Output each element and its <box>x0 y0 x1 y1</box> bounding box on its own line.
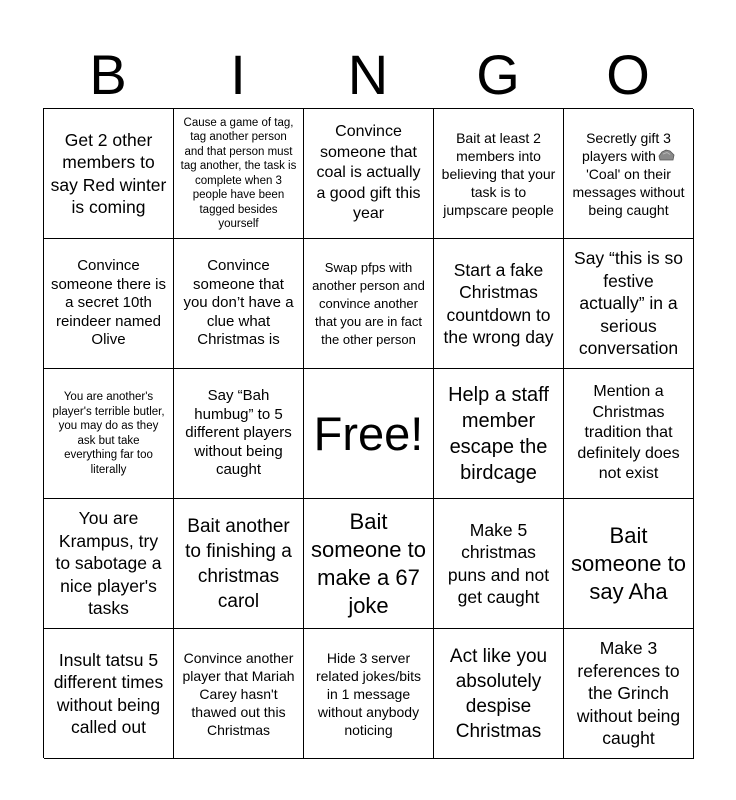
bingo-cell-g2[interactable] <box>434 239 564 369</box>
cell-text: Mention a Christmas tradition that definitely does not exist <box>577 383 680 483</box>
header-letter-g: G <box>476 43 520 106</box>
header-letter-o: O <box>606 43 650 106</box>
bingo-cell-b4[interactable] <box>44 499 174 629</box>
rock-icon <box>658 149 675 162</box>
cell-text: Make 3 references to the Grinch without being caught <box>576 638 681 749</box>
bingo-cell-o5[interactable] <box>564 629 694 759</box>
bingo-cell-g4[interactable] <box>434 499 564 629</box>
bingo-header <box>43 42 693 108</box>
header-letter-n: N <box>347 43 389 106</box>
bingo-cell-b3[interactable] <box>44 369 174 499</box>
cell-text: You are Krampus, try to sabotage a nice player's tasks <box>55 508 162 619</box>
bingo-cell-n5[interactable] <box>304 629 434 759</box>
cell-text: Say “Bah humbug” to 5 different players without being caught <box>185 387 292 479</box>
cell-text: Get 2 other members to say Red winter is coming <box>50 129 167 217</box>
header-letter-b: B <box>89 43 127 106</box>
bingo-cell-n4[interactable] <box>304 499 434 629</box>
bingo-grid <box>43 108 693 758</box>
cell-text: You are another's player's terrible butler, you may do as they ask but take everything far too literally <box>52 391 165 476</box>
cell-text: Convince someone that you don’t have a clue what Christmas is <box>183 257 294 349</box>
cell-text: Secretly gift 3 players with <box>582 129 671 164</box>
bingo-cell-i4[interactable] <box>174 499 304 629</box>
bingo-cell-n1[interactable] <box>304 109 434 239</box>
bingo-cell-o1[interactable] <box>564 109 694 239</box>
cell-text: Convince someone there is a secret 10th reindeer named Olive <box>50 257 167 349</box>
bingo-cell-b2[interactable] <box>44 239 174 369</box>
cell-text: Insult tatsu 5 different times without being called out <box>53 649 164 737</box>
header-letter-i: I <box>230 43 246 106</box>
bingo-cell-n2[interactable] <box>304 239 434 369</box>
bingo-cell-b5[interactable] <box>44 629 174 759</box>
bingo-cell-o2[interactable] <box>564 239 694 369</box>
bingo-cell-g3[interactable] <box>434 369 564 499</box>
cell-text: Help a staff member escape the birdcage <box>448 383 549 484</box>
cell-text: 'Coal' on their messages without being caught <box>572 165 685 218</box>
cell-text: Cause a game of tag, tag another person and that person must tag another, the task is complete when 3 people have been tagged besides yourself <box>180 116 297 230</box>
bingo-cell-n3[interactable] <box>304 369 434 499</box>
cell-text: Hide 3 server related jokes/bits in 1 message without anybody noticing <box>315 649 422 738</box>
bingo-cell-i1[interactable] <box>174 109 304 239</box>
cell-text: Start a fake Christmas countdown to the wrong day <box>443 259 554 347</box>
cell-text: Say “this is so festive actually” in a serious conversation <box>574 248 683 359</box>
cell-text: Bait at least 2 members into believing that your task is to jumpscare people <box>441 129 556 218</box>
bingo-cell-o4[interactable] <box>564 499 694 629</box>
bingo-cell-i5[interactable] <box>174 629 304 759</box>
cell-text: Convince someone that coal is actually a good gift this year <box>316 123 421 223</box>
bingo-cell-g5[interactable] <box>434 629 564 759</box>
cell-text: Convince another player that Mariah Carey hasn't thawed out this Christmas <box>182 649 295 738</box>
cell-text: Swap pfps with another person and convince another that you are in fact the other person <box>312 259 425 347</box>
cell-text: Bait someone to say Aha <box>571 522 686 604</box>
cell-text: Bait another to finishing a christmas carol <box>185 515 292 612</box>
bingo-cell-i3[interactable] <box>174 369 304 499</box>
free-space-text: Free! <box>313 406 424 460</box>
bingo-cell-o3[interactable] <box>564 369 694 499</box>
bingo-cell-i2[interactable] <box>174 239 304 369</box>
cell-text: Act like you absolutely despise Christmas <box>449 645 548 742</box>
cell-text-group <box>570 129 687 219</box>
cell-text: Make 5 christmas puns and not get caught <box>447 519 550 607</box>
bingo-cell-g1[interactable] <box>434 109 564 239</box>
bingo-cell-b1[interactable] <box>44 109 174 239</box>
cell-text: Bait someone to make a 67 joke <box>311 508 426 618</box>
